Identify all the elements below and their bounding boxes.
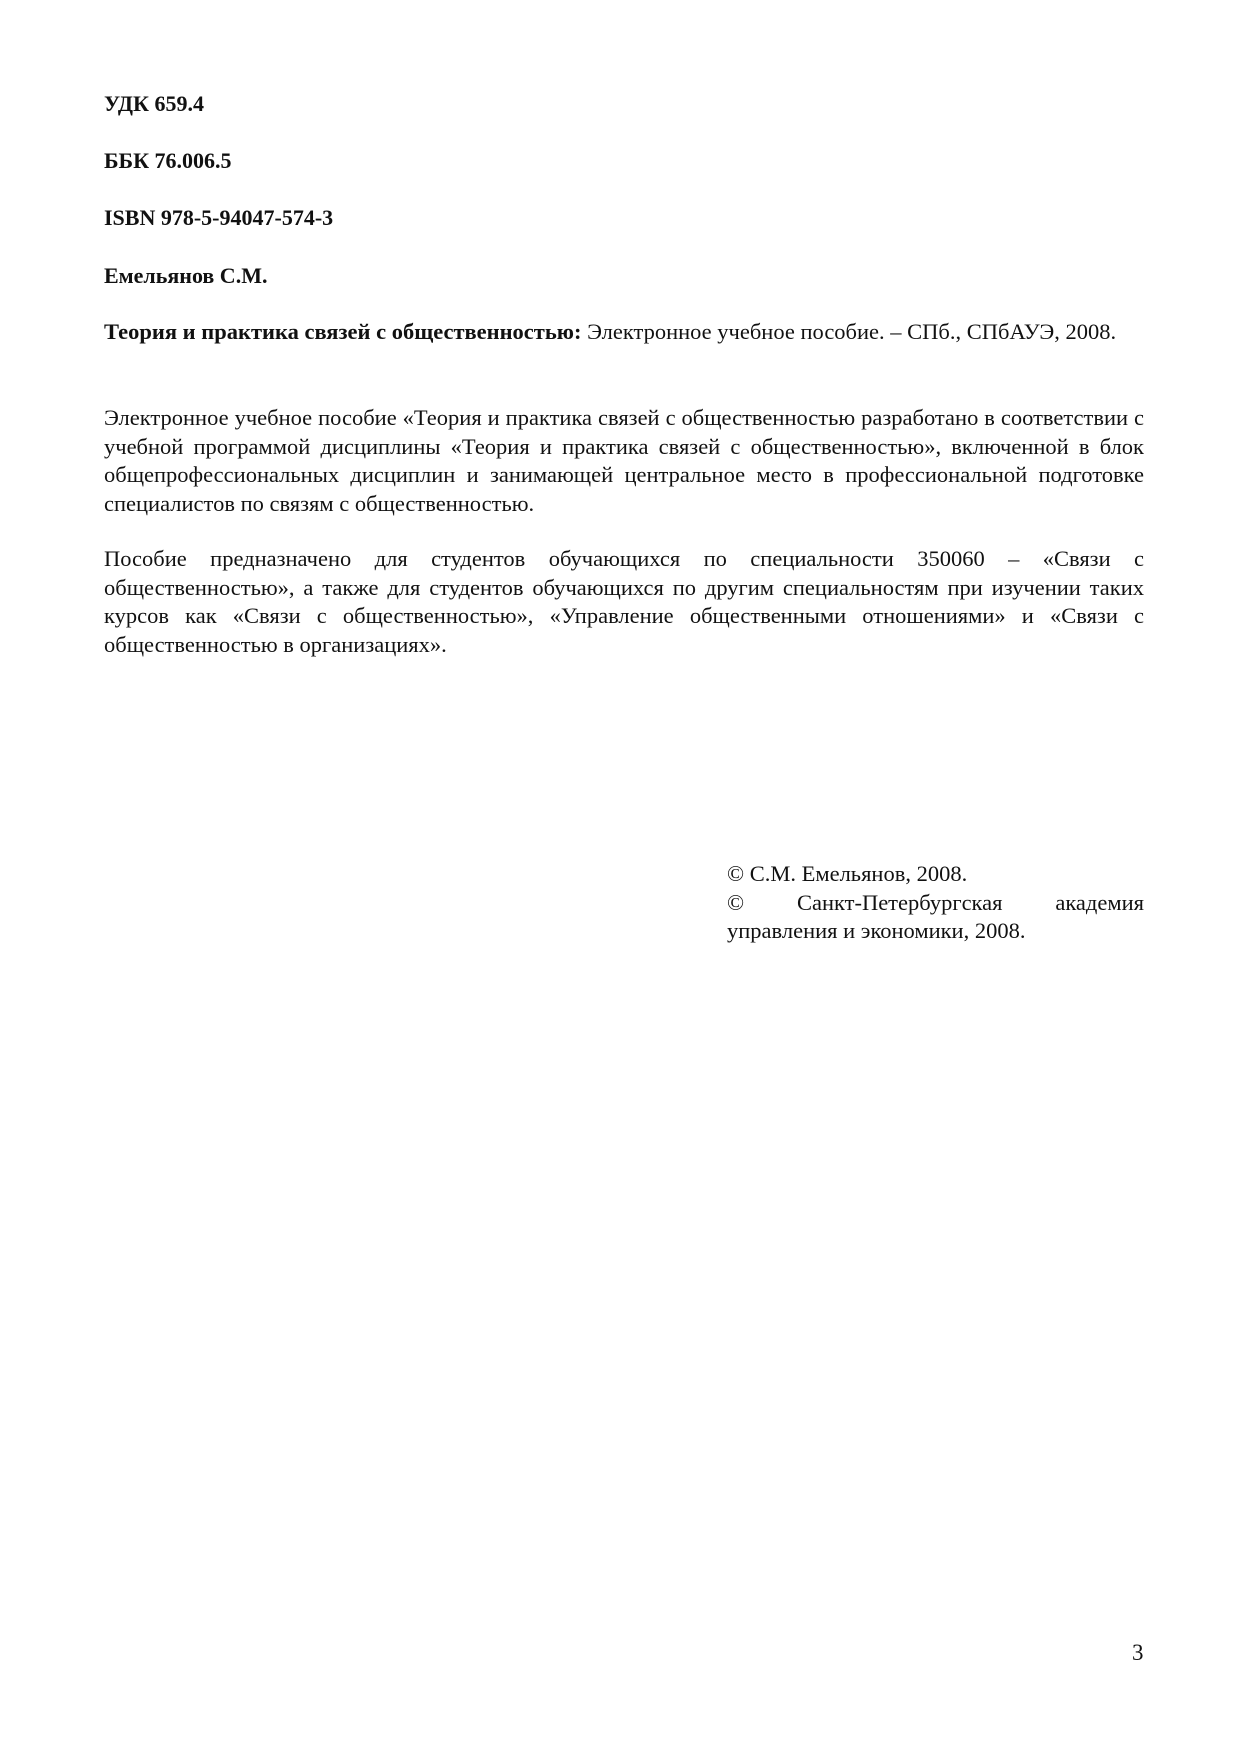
citation-paragraph	[104, 318, 1144, 347]
author-name: Емельянов С.М.	[104, 263, 268, 288]
page-number: 3	[1132, 1640, 1144, 1665]
audience-paragraph: Пособие предназначено для студентов обучающихся по специальности 350060 – «Связи с общественностью», а также для студентов обучающихся по другим специальностям при изучении таких курсов как «Связи с общественностью», «Управление общественными отношениями» и «Связи с общественностью в организациях».	[104, 546, 1144, 657]
bbk-code: ББК 76.006.5	[104, 148, 232, 173]
copyright-academy-word1: Санкт-Петербургская	[796, 889, 1003, 915]
citation-title: Теория и практика связей с общественностью:	[104, 319, 582, 344]
copyright-author: © С.М. Емельянов, 2008.	[727, 861, 968, 886]
udk-code: УДК 659.4	[104, 91, 205, 116]
copyright-block	[727, 860, 1144, 946]
isbn-code: ISBN 978-5-94047-574-3	[104, 205, 334, 230]
copyright-academy-continued: управления и экономики, 2008.	[727, 918, 1026, 943]
copyright-symbol: ©	[727, 889, 745, 915]
copyright-academy-line	[727, 889, 1144, 918]
description-paragraph: Электронное учебное пособие «Теория и практика связей с общественностью разработано в соответствии с учебной программой дисциплины «Теория и практика связей с общественностью», включенной в блок общепрофессиональных дисциплин и занимающей центральное место в профессиональной подготовке специалистов по связям с общественностью.	[104, 405, 1144, 516]
citation-description: Электронное учебное пособие. – СПб., СПбАУЭ, 2008.	[587, 319, 1117, 344]
copyright-academy-word2: академия	[1055, 889, 1144, 915]
